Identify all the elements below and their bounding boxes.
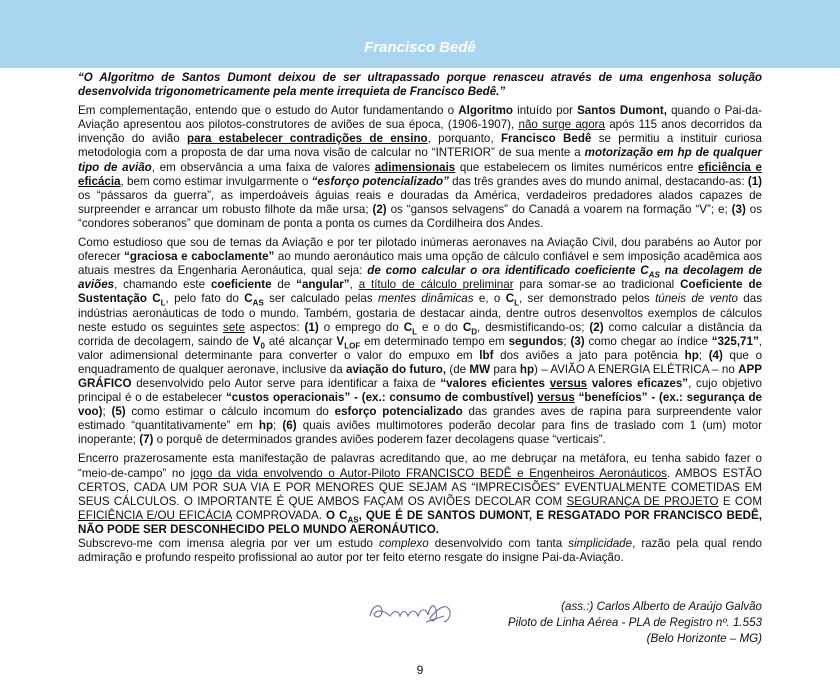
handwritten-signature bbox=[366, 596, 466, 630]
signer-name: (ass.:) Carlos Alberto de Araújo Galvão bbox=[561, 600, 762, 613]
signer-location: (Belo Horizonte – MG) bbox=[646, 632, 762, 645]
header-title: Francisco Bedê bbox=[364, 39, 476, 56]
paragraph-1: Em complementação, entendo que o estudo do Autor fundamentando o Algoritmo intuído por Santos Dumont, quando o Pai-da-Aviação apresentou aos pilotos-construtores de aviões de sua época, (1906-1907), não surge agora após 115 anos decorridos da invenção do avião para estabelecer contradições de ensino, porquanto, Francisco Bedê se permitiu a instituir curiosa metodologia com a proposta de dar uma nova visão de calcular no “INTERIOR” de sua mente a motorização em hp de qualquer tipo de avião, em observância a uma faixa de valores adimensionais que estabelecem os limites numéricos entre eficiência e eficácia, bem como estimar invulgarmente o “esforço potencializado” das três grandes aves do mundo animal, destacando-as: (1) os “pássaros da guerra”, as imperdoáveis águias reais e douradas da América, verdadeiros predadores alados capazes de surpreender e arrancar um robusto filhote da mãe ursa; (2) os “gansos selvagens” do Canadá a voarem na formação “V”; e; (3) os “condores soberanos” que dominam de ponta a ponta os cumes da Cordilheira dos Andes. bbox=[78, 104, 763, 230]
paragraph-3: Encerro prazerosamente esta manifestação de palavras acreditando que, ao me debruçar na metáfora, eu tenha sabido fazer o “meio-de-campo” no jogo da vida envolvendo o Autor-Piloto FRANCISCO BEDÊ e Engenheiros Aeronáuticos. AMBOS ESTÃO CERTOS, CADA UM POR SUA VIA E POR MENORES QUE SEJAM AS “IMPRECISÕES” EVENTUALMENTE COMETIDAS EM SEUS CÁLCULOS. O IMPORTANTE É QUE AMBOS FAÇAM OS AVIÕES DECOLAR COM SEGURANÇA DE PROJETO E COM EFICIÊNCIA E/OU EFICÁCIA COMPROVADA. O $C_{AS}$, QUE É DE SANTOS DUMONT, E RESGATADO POR FRANCISCO BEDÊ, NÃO PODE SER DESCONHECIDO PELO MUNDO AERONÁUTICO. bbox=[78, 452, 762, 536]
document-body bbox=[78, 71, 762, 570]
paragraph-2: Como estudioso que sou de temas da Aviação e por ter pilotado inúmeras aeronaves na Aviação Civil, dou parabéns ao Autor por oferecer “graciosa e caboclamente” ao mundo aeronáutico mais uma opção de cálculo confiável e sem imposição acadêmica aos atuais mestres da Engenharia Aeronáutica, qual seja: de como calcular o ora identificado coeficiente $C_{AS}$ na decolagem de aviões, chamando este coeficiente de “angular”, a título de cálculo preliminar para somar-se ao tradicional Coeficiente de Sustentação $C_L$, pelo fato do $C_{AS}$ ser calculado pelas mentes dinâmicas e, o $C_L$, ser demonstrado pelos túneis de vento das indústrias aeronáuticas de todo o mundo. Também, gostaria de destacar ainda, dentre outros desenvoltos exemplos de cálculos neste estudo os seguintes sete aspectos: (1) o emprego do $C_L$ e o do $C_D$, desmistificando-os; (2) como calcular a distância da corrida de decolagem, saindo de $V_0$ até alcançar $V_{LOF}$ em determinado tempo em segundos; (3) como chegar ao índice “325,71”, valor adimensional determinante para converter o valor do empuxo em lbf dos aviões a jato para potência hp; (4) que o enquadramento de qualquer aeronave, inclusive da aviação do futuro, (de MW para hp) – AVIÃO A ENERGIA ELÉTRICA – no APP GRÁFICO desenvolvido pelo Autor serve para identificar a faixa de “valores eficientes versus valores eficazes”, cujo objetivo principal é o de estabelecer “custos operacionais” - (ex.: consumo de combustível) versus “benefícios” - (ex.: segurança de voo); (5) como estimar o cálculo incomum do esforço potencializado das grandes aves de rapina para surpreendente valor estimado “quantitativamente” em hp; (6) quais aviões multimotores poderão decolar para fins de traslado com 1 (um) motor inoperante; (7) o porquê de determinados grandes aviões poderem fazer decolagens quase “verticais”. bbox=[78, 236, 763, 447]
page-number: 9 bbox=[416, 663, 424, 677]
paragraph-4: Subscrevo-me com imensa alegria por ver um estudo complexo desenvolvido com tanta simplicidade, razão pela qual rendo admiração e profundo respeito profissional ao autor por ter feito eterno resgate do insigne Pai-da-Aviação. bbox=[78, 537, 762, 565]
signer-title: Piloto de Linha Aérea - PLA de Registro nº. 1.553 bbox=[507, 616, 762, 629]
signature-block bbox=[480, 599, 762, 647]
opening-quote: “O Algoritmo de Santos Dumont deixou de ser ultrapassado porque renasceu através de uma engenhosa solução desenvolvida trigonometricamente pela mente irrequieta de Francisco Bedê.” bbox=[78, 71, 762, 99]
page-header-band bbox=[0, 0, 840, 68]
